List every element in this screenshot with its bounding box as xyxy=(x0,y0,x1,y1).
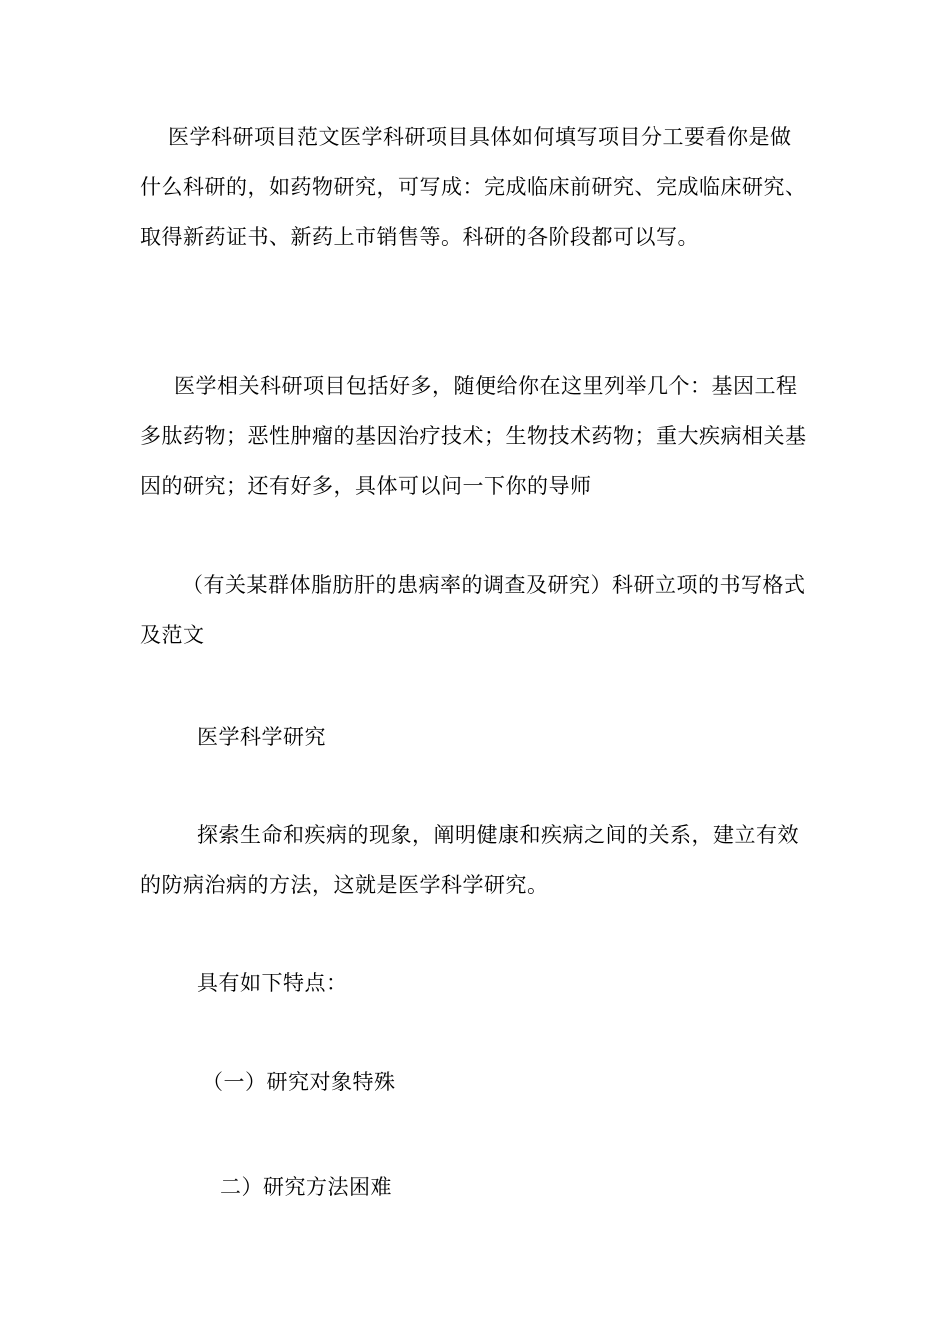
list-item-feature-1: （一）研究对象特殊 xyxy=(202,1070,396,1094)
paragraph-features-intro: 具有如下特点： xyxy=(197,971,348,995)
list-item-feature-2: 二）研究方法困难 xyxy=(220,1175,392,1199)
paragraph-format-title: （有关某群体脂肪肝的患病率的调查及研究）科研立项的书写格式及范文 xyxy=(140,573,806,647)
paragraph-project-division: 医学科研项目范文医学科研项目具体如何填写项目分工要看你是做什么科研的，如药物研究，可写成：完成临床前研究、完成临床研究、取得新药证书、新药上市销售等。科研的各阶段都可以写。 xyxy=(140,125,807,249)
paragraph-research-examples: 医学相关科研项目包括好多，随便给你在这里列举几个：基因工程多肽药物；恶性肿瘤的基因治疗技术；生物技术药物；重大疾病相关基因的研究；还有好多，具体可以问一下你的导师 xyxy=(140,374,807,498)
section-heading-medical-research: 医学科学研究 xyxy=(197,725,326,749)
paragraph-definition: 探索生命和疾病的现象，阐明健康和疾病之间的关系，建立有效的防病治病的方法，这就是医学科学研究。 xyxy=(140,823,799,897)
